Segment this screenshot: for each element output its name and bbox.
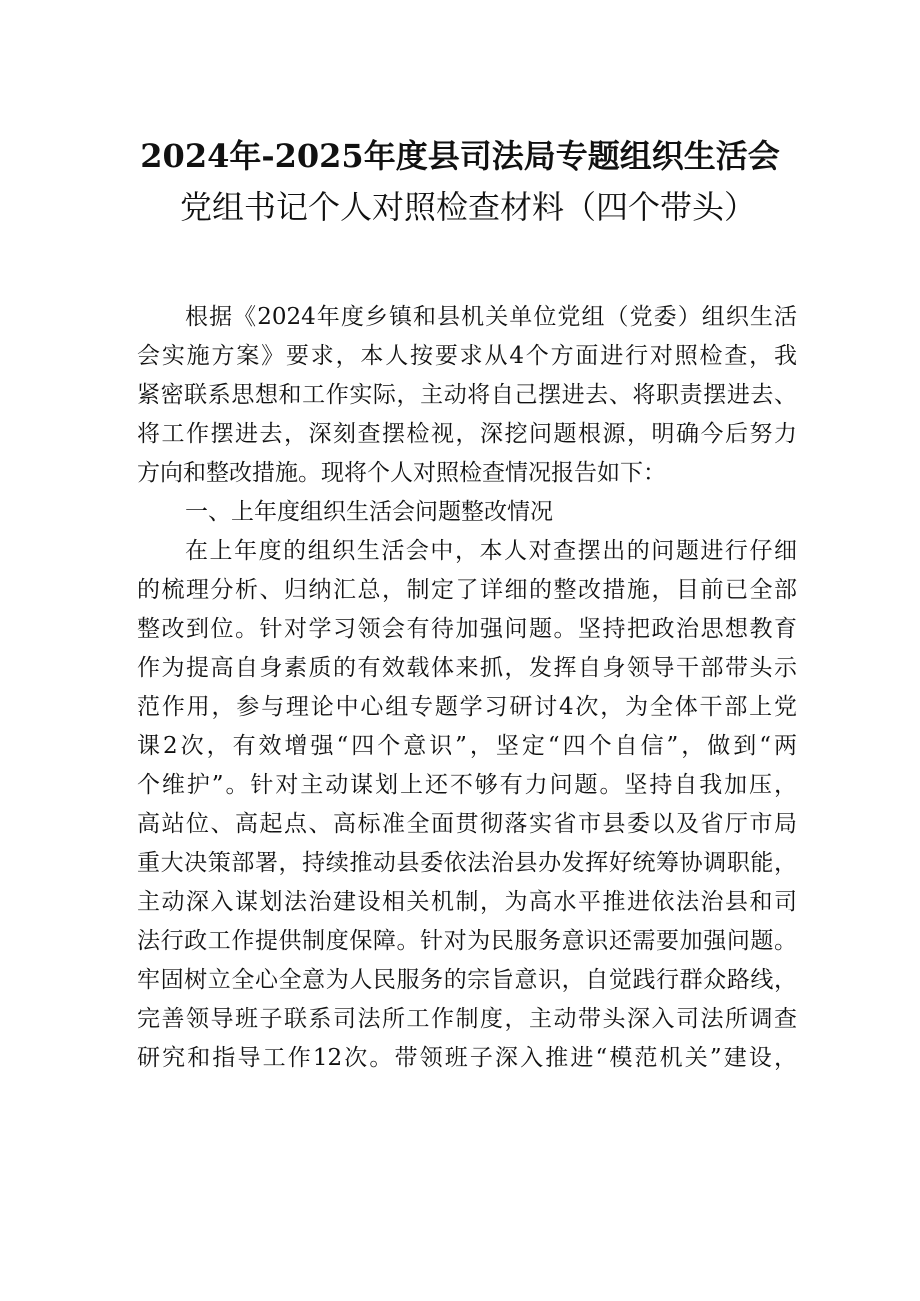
text-line: 高站位、高起点、高标准全面贯彻落实省市县委以及省厅市局 — [137, 811, 797, 837]
text-line: 会实施方案》要求，本人按要求从4个方面进行对照检查，我 — [137, 343, 797, 369]
text-line: 方向和整改措施。现将个人对照检查情况报告如下： — [137, 460, 666, 486]
text-line: 主动深入谋划法治建设相关机制，为高水平推进依法治县和司 — [137, 889, 797, 915]
text-line: 整改到位。针对学习领会有待加强问题。坚持把政治思想教育 — [137, 616, 797, 642]
document-title: 2024年-2025年度县司法局专题组织生活会 — [140, 137, 780, 175]
text-line: 研究和指导工作12次。带领班子深入推进“模范机关”建设， — [137, 1045, 797, 1071]
text-line: 根据《2024年度乡镇和县机关单位党组（党委）组织生活 — [185, 304, 797, 330]
document-body — [137, 298, 797, 1078]
text-line: 重大决策部署，持续推动县委依法治县办发挥好统筹协调职能， — [137, 850, 797, 876]
text-line: 作为提高自身素质的有效载体来抓，发挥自身领导干部带头示 — [137, 655, 797, 681]
text-line: 范作用，参与理论中心组专题学习研讨4次，为全体干部上党 — [137, 694, 797, 720]
intro-paragraph — [137, 298, 797, 493]
text-line: 课2次，有效增强“四个意识”，坚定“四个自信”，做到“两 — [137, 733, 797, 759]
section-heading: 一、上年度组织生活会问题整改情况 — [185, 499, 553, 525]
text-line: 将工作摆进去，深刻查摆检视，深挖问题根源，明确今后努力 — [137, 421, 797, 447]
section-heading-paragraph — [137, 493, 797, 532]
text-line: 的梳理分析、归纳汇总，制定了详细的整改措施，目前已全部 — [137, 577, 797, 603]
text-line: 牢固树立全心全意为人民服务的宗旨意识，自觉践行群众路线， — [137, 967, 797, 993]
text-line: 完善领导班子联系司法所工作制度，主动带头深入司法所调查 — [137, 1006, 797, 1032]
section-paragraph — [137, 532, 797, 1078]
document-subtitle: 党组书记个人对照检查材料（四个带头） — [179, 188, 756, 226]
text-line: 紧密联系思想和工作实际，主动将自己摆进去、将职责摆进去、 — [137, 382, 797, 408]
text-line: 在上年度的组织生活会中，本人对查摆出的问题进行仔细 — [185, 538, 797, 564]
text-line: 个维护”。针对主动谋划上还不够有力问题。坚持自我加压， — [137, 772, 797, 798]
text-line: 法行政工作提供制度保障。针对为民服务意识还需要加强问题。 — [137, 928, 797, 954]
